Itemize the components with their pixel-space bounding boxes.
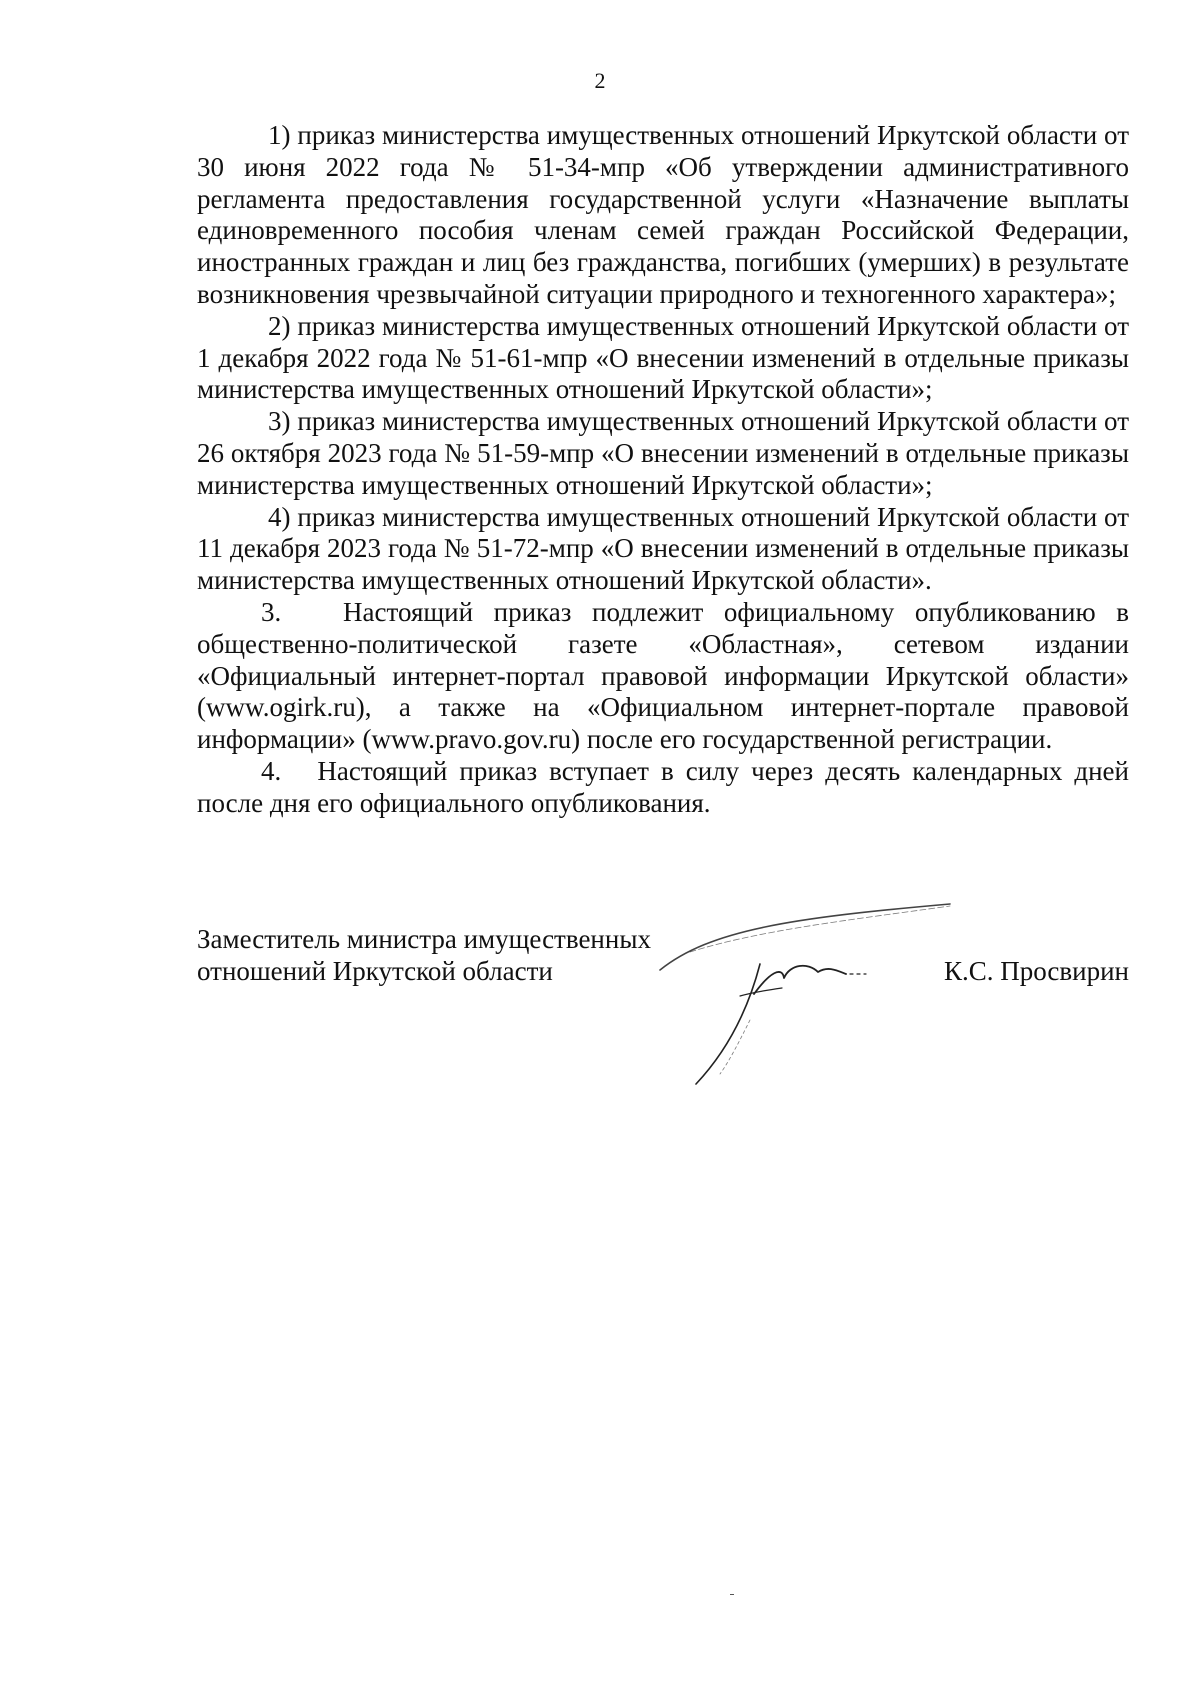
paragraph-item-2: 2) приказ министерства имущественных отношений Иркутской области от 1 декабря 2022 года № 51-61-мпр «О внесении изменений в отдельные приказы министерства имущественных отношений Иркутской области»; [197,310,1129,405]
signatory-position-line-1: Заместитель министра имущественных [197,924,651,954]
scan-mark [730,1594,734,1595]
page-number: 2 [594,68,606,93]
signatory-position-line-2: отношений Иркутской области [197,955,553,986]
paragraph-item-3: 3) приказ министерства имущественных отношений Иркутской области от 26 октября 2023 года № 51-59-мпр «О внесении изменений в отдельные приказы министерства имущественных отношений Иркутской области»; [197,406,1129,500]
paragraph-item-4: 4) приказ министерства имущественных отношений Иркутской области от 11 декабря 2023 года № 51-72-мпр «О внесении изменений в отдельные приказы министерства имущественных отношений Иркутской области». [197,501,1129,596]
paragraph-clause-3: 3. Настоящий приказ подлежит официальному опубликованию в общественно-политической газете «Областная», сетевом издании «Официальный интернет-портал правовой информации Иркутской области» (www.ogirk.ru), а также на «Официальном интернет-портале правовой информации» (www.pravo.gov.ru) после его государственной регистрации. [197,596,1129,755]
paragraph-item-1: 1) приказ министерства имущественных отношений Иркутской области от 30 июня 2022 года № 51-34-мпр «Об утверждении административного регламента предоставления государственной услуги «Назначение выплаты единовременного пособия членам семей граждан Российской Федерации, иностранных граждан и лиц без гражданства, погибших (умерших) в результате возникновения чрезвычайной ситуации природного и техногенного характера»; [197,120,1129,309]
signatory-position [197,924,717,988]
document-body [197,120,1129,820]
handwritten-signature [650,870,970,1090]
paragraph-clause-4: 4. Настоящий приказ вступает в силу через десять календарных дней после дня его официального опубликования. [197,755,1129,818]
signatory-name: К.С. Просвирин [943,956,1129,986]
